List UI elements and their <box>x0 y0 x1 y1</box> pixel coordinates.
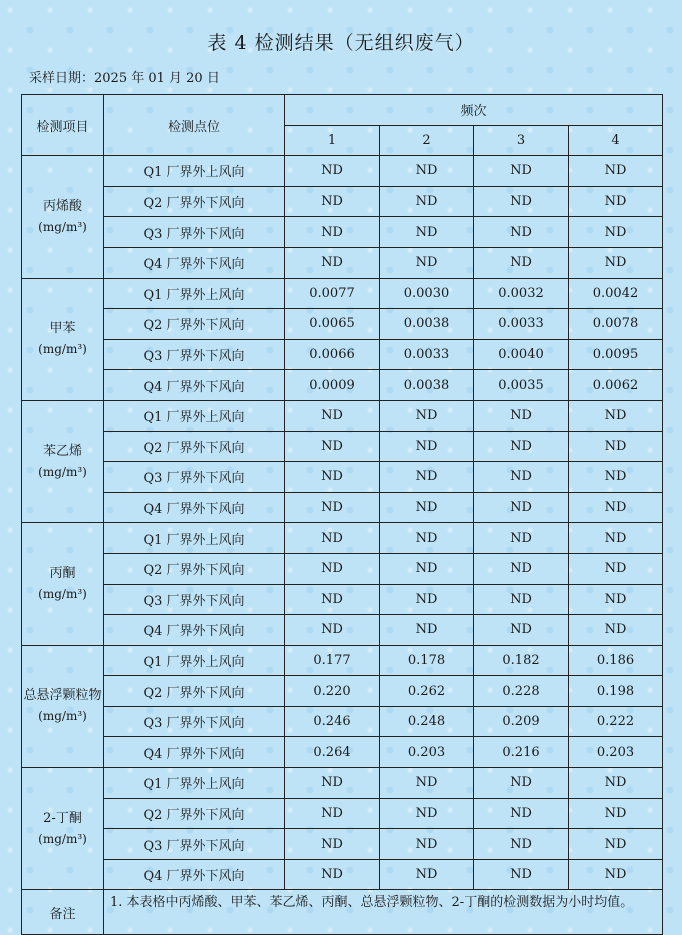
point-cell: Q3 厂界外下风向 <box>104 339 285 370</box>
table-row <box>22 553 663 584</box>
value-cell: 0.248 <box>380 706 474 737</box>
item-cell <box>22 645 104 767</box>
table-row <box>22 584 663 615</box>
value-cell: ND <box>285 400 380 431</box>
table-row <box>22 156 663 187</box>
table-row <box>22 309 663 340</box>
value-cell: ND <box>569 615 663 646</box>
value-cell: 0.0033 <box>474 309 569 340</box>
value-cell: 0.0095 <box>569 339 663 370</box>
value-cell: 0.0062 <box>569 370 663 401</box>
table-row <box>22 339 663 370</box>
item-cell <box>22 768 104 890</box>
point-cell: Q2 厂界外下风向 <box>104 676 285 707</box>
point-cell: Q1 厂界外上风向 <box>104 523 285 554</box>
value-cell: ND <box>285 247 380 278</box>
value-cell: 0.203 <box>380 737 474 768</box>
value-cell: ND <box>285 186 380 217</box>
value-cell: ND <box>285 431 380 462</box>
point-cell: Q3 厂界外下风向 <box>104 462 285 493</box>
value-cell: ND <box>380 247 474 278</box>
value-cell: ND <box>285 462 380 493</box>
value-cell: 0.0065 <box>285 309 380 340</box>
value-cell: ND <box>285 584 380 615</box>
point-cell: Q4 厂界外下风向 <box>104 492 285 523</box>
item-unit: (mg/m³) <box>38 464 87 479</box>
value-cell: 0.0038 <box>380 370 474 401</box>
table-body <box>22 156 663 890</box>
value-cell: 0.198 <box>569 676 663 707</box>
table-row <box>22 492 663 523</box>
table-row <box>22 768 663 799</box>
value-cell: ND <box>569 523 663 554</box>
header-freq-2: 2 <box>380 125 474 156</box>
item-name: 丙烯酸 <box>42 198 82 214</box>
point-cell: Q4 厂界外下风向 <box>104 737 285 768</box>
value-cell: 0.0077 <box>285 278 380 309</box>
value-cell: ND <box>474 156 569 187</box>
item-name: 2-丁酮 <box>43 810 82 826</box>
value-cell: ND <box>380 859 474 890</box>
point-cell: Q4 厂界外下风向 <box>104 247 285 278</box>
value-cell: ND <box>569 492 663 523</box>
value-cell: ND <box>474 859 569 890</box>
value-cell: ND <box>569 217 663 248</box>
value-cell: ND <box>380 186 474 217</box>
value-cell: ND <box>285 492 380 523</box>
value-cell: ND <box>569 859 663 890</box>
results-table <box>21 94 663 935</box>
table-row <box>22 676 663 707</box>
item-name: 总悬浮颗粒物 <box>23 688 102 704</box>
value-cell: 0.264 <box>285 737 380 768</box>
item-name: 苯乙烯 <box>42 443 82 459</box>
header-freq-4: 4 <box>569 125 663 156</box>
table-row <box>22 615 663 646</box>
value-cell: ND <box>474 217 569 248</box>
table-row <box>22 523 663 554</box>
note-text: 1. 本表格中丙烯酸、甲苯、苯乙烯、丙酮、总悬浮颗粒物、2-丁酮的检测数据为小时均值。 <box>104 890 663 935</box>
table-row <box>22 217 663 248</box>
value-cell: ND <box>380 553 474 584</box>
item-unit: (mg/m³) <box>38 587 87 601</box>
value-cell: ND <box>474 553 569 584</box>
sampling-date: 采样日期：2025 年 01 月 20 日 <box>29 71 220 86</box>
value-cell: ND <box>569 768 663 799</box>
value-cell: ND <box>380 584 474 615</box>
value-cell: ND <box>569 431 663 462</box>
value-cell: 0.0042 <box>569 278 663 309</box>
point-cell: Q4 厂界外下风向 <box>104 859 285 890</box>
table-row <box>22 186 663 217</box>
value-cell: 0.186 <box>569 645 663 676</box>
item-name: 甲苯 <box>49 321 76 337</box>
point-cell: Q1 厂界外上风向 <box>104 278 285 309</box>
item-cell <box>22 523 104 645</box>
value-cell: 0.0040 <box>474 339 569 370</box>
value-cell: ND <box>285 768 380 799</box>
point-cell: Q4 厂界外下风向 <box>104 615 285 646</box>
value-cell: 0.0033 <box>380 339 474 370</box>
value-cell: ND <box>474 247 569 278</box>
table-row <box>22 400 663 431</box>
header-frequency: 频次 <box>285 95 663 126</box>
value-cell: ND <box>285 829 380 860</box>
value-cell: 0.0035 <box>474 370 569 401</box>
value-cell: ND <box>285 859 380 890</box>
value-cell: ND <box>474 492 569 523</box>
value-cell: ND <box>569 186 663 217</box>
table-row <box>22 737 663 768</box>
item-unit: (mg/m³) <box>38 831 87 846</box>
point-cell: Q1 厂界外上风向 <box>104 645 285 676</box>
value-cell: ND <box>569 829 663 860</box>
value-cell: 0.203 <box>569 737 663 768</box>
value-cell: 0.0038 <box>380 309 474 340</box>
table-row <box>22 278 663 309</box>
value-cell: ND <box>380 523 474 554</box>
value-cell: ND <box>380 462 474 493</box>
header-freq-3: 3 <box>474 125 569 156</box>
value-cell: 0.0009 <box>285 370 380 401</box>
value-cell: ND <box>380 768 474 799</box>
value-cell: ND <box>380 798 474 829</box>
value-cell: ND <box>474 462 569 493</box>
value-cell: ND <box>569 798 663 829</box>
item-unit: (mg/m³) <box>38 342 87 357</box>
value-cell: 0.209 <box>474 706 569 737</box>
value-cell: ND <box>474 615 569 646</box>
value-cell: 0.0066 <box>285 339 380 370</box>
table-row <box>22 370 663 401</box>
value-cell: ND <box>474 584 569 615</box>
item-cell <box>22 400 104 522</box>
value-cell: ND <box>285 615 380 646</box>
item-cell <box>22 278 104 400</box>
value-cell: ND <box>285 523 380 554</box>
item-unit: (mg/m³) <box>38 709 87 724</box>
table-row <box>22 645 663 676</box>
value-cell: ND <box>380 431 474 462</box>
table-row <box>22 859 663 890</box>
value-cell: 0.216 <box>474 737 569 768</box>
value-cell: 0.246 <box>285 706 380 737</box>
point-cell: Q2 厂界外下风向 <box>104 186 285 217</box>
value-cell: ND <box>569 400 663 431</box>
value-cell: 0.222 <box>569 706 663 737</box>
value-cell: 0.0032 <box>474 278 569 309</box>
value-cell: ND <box>380 400 474 431</box>
header-freq-1: 1 <box>285 125 380 156</box>
value-cell: ND <box>285 217 380 248</box>
point-cell: Q3 厂界外下风向 <box>104 217 285 248</box>
value-cell: 0.177 <box>285 645 380 676</box>
value-cell: ND <box>474 431 569 462</box>
table-row <box>22 247 663 278</box>
point-cell: Q2 厂界外下风向 <box>104 553 285 584</box>
value-cell: ND <box>474 186 569 217</box>
value-cell: ND <box>569 553 663 584</box>
value-cell: 0.0078 <box>569 309 663 340</box>
value-cell: 0.220 <box>285 676 380 707</box>
point-cell: Q2 厂界外下风向 <box>104 431 285 462</box>
item-cell <box>22 156 104 278</box>
page-title: 表 4 检测结果（无组织废气） <box>207 32 475 54</box>
table-row <box>22 706 663 737</box>
value-cell: ND <box>474 798 569 829</box>
value-cell: ND <box>285 156 380 187</box>
value-cell: 0.228 <box>474 676 569 707</box>
value-cell: ND <box>380 156 474 187</box>
header-item: 检测项目 <box>22 95 104 156</box>
value-cell: ND <box>474 829 569 860</box>
value-cell: ND <box>569 247 663 278</box>
value-cell: ND <box>285 553 380 584</box>
item-unit: (mg/m³) <box>38 219 87 234</box>
note-label: 备注 <box>22 890 104 935</box>
value-cell: ND <box>474 768 569 799</box>
value-cell: 0.182 <box>474 645 569 676</box>
point-cell: Q4 厂界外下风向 <box>104 370 285 401</box>
value-cell: ND <box>380 492 474 523</box>
table-row <box>22 829 663 860</box>
value-cell: ND <box>474 400 569 431</box>
header-point: 检测点位 <box>104 95 285 156</box>
value-cell: ND <box>380 217 474 248</box>
value-cell: ND <box>569 584 663 615</box>
value-cell: ND <box>380 615 474 646</box>
table-row <box>22 462 663 493</box>
point-cell: Q1 厂界外上风向 <box>104 768 285 799</box>
point-cell: Q2 厂界外下风向 <box>104 798 285 829</box>
point-cell: Q2 厂界外下风向 <box>104 309 285 340</box>
table-row <box>22 798 663 829</box>
point-cell: Q3 厂界外下风向 <box>104 706 285 737</box>
value-cell: 0.0030 <box>380 278 474 309</box>
value-cell: ND <box>569 156 663 187</box>
point-cell: Q1 厂界外上风向 <box>104 400 285 431</box>
item-name: 丙酮 <box>49 566 76 581</box>
value-cell: ND <box>474 523 569 554</box>
point-cell: Q3 厂界外下风向 <box>104 829 285 860</box>
value-cell: 0.178 <box>380 645 474 676</box>
point-cell: Q3 厂界外下风向 <box>104 584 285 615</box>
point-cell: Q1 厂界外上风向 <box>104 156 285 187</box>
value-cell: ND <box>380 829 474 860</box>
value-cell: ND <box>285 798 380 829</box>
table-row <box>22 431 663 462</box>
value-cell: ND <box>569 462 663 493</box>
value-cell: 0.262 <box>380 676 474 707</box>
